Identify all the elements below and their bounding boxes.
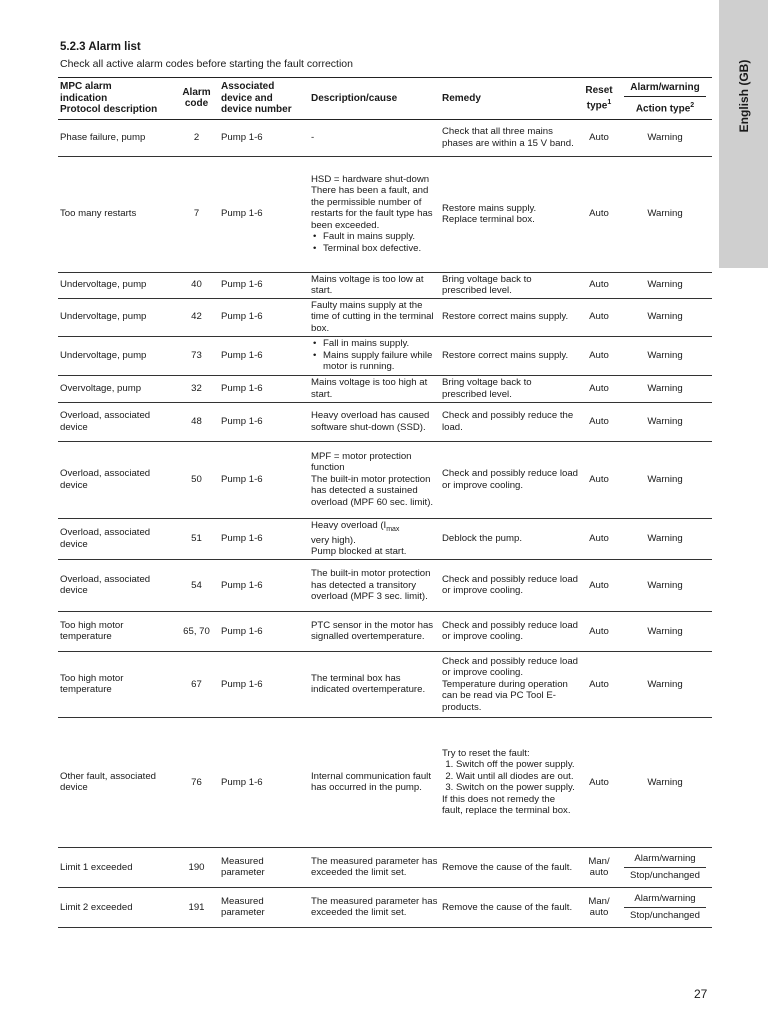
alarm-code: 67 xyxy=(174,651,219,717)
header-alarm-code: Alarm code xyxy=(174,78,219,120)
language-tab-label: English (GB) xyxy=(736,59,751,133)
alarm-code: 54 xyxy=(174,559,219,611)
section-intro: Check all active alarm codes before starting the fault correction xyxy=(60,58,353,70)
action-type: Warning xyxy=(618,119,712,156)
table-row xyxy=(58,119,712,156)
page-number: 27 xyxy=(694,987,708,1001)
table-row xyxy=(58,559,712,611)
reset-type: Auto xyxy=(580,402,618,441)
description-cause: Heavy overload ($I_{max}$ very high). Pump blocked at start. xyxy=(309,518,440,559)
reset-type: Auto xyxy=(580,272,618,298)
action-type: Warning xyxy=(618,441,712,518)
mpc-indication: Limit 1 exceeded xyxy=(58,847,174,887)
mpc-indication: Overload, associated device xyxy=(58,559,174,611)
reset-type: Auto xyxy=(580,119,618,156)
associated-device: Pump 1-6 xyxy=(219,119,309,156)
mpc-indication: Limit 2 exceeded xyxy=(58,887,174,927)
alarm-code: 191 xyxy=(174,887,219,927)
alarm-code: 32 xyxy=(174,375,219,402)
remedy: Try to reset the fault: 1. Switch off the power supply. 2. Wait until all diodes are out. 3. Switch on the power supply. If this does not remedy the fault, replace the terminal box. xyxy=(440,717,580,847)
alarm-code: 50 xyxy=(174,441,219,518)
remedy: Check and possibly reduce load or improve cooling. Temperature during operation can be read via PC Tool E-products. xyxy=(440,651,580,717)
remedy: Check and possibly reduce load or improve cooling. xyxy=(440,559,580,611)
remedy: Remove the cause of the fault. xyxy=(440,847,580,887)
table-row xyxy=(58,272,712,298)
description-cause: The built-in motor protection has detected a transitory overload (MPF 3 sec. limit). xyxy=(309,559,440,611)
action-type: Warning xyxy=(618,611,712,651)
mpc-indication: Overload, associated device xyxy=(58,402,174,441)
description-cause: HSD = hardware shut-down There has been a fault, and the permissible number of restarts for the fault type has been exceeded. • Fault in mains supply. • Terminal box defective. xyxy=(309,156,440,272)
reset-type: Auto xyxy=(580,651,618,717)
remedy: Deblock the pump. xyxy=(440,518,580,559)
reset-type: Auto xyxy=(580,298,618,336)
remedy: Check and possibly reduce load or improve cooling. xyxy=(440,441,580,518)
alarm-code: 73 xyxy=(174,336,219,375)
remedy: Remove the cause of the fault. xyxy=(440,887,580,927)
mpc-indication: Other fault, associated device xyxy=(58,717,174,847)
mpc-indication: Overload, associated device xyxy=(58,441,174,518)
alarm-code: 7 xyxy=(174,156,219,272)
associated-device: Pump 1-6 xyxy=(219,336,309,375)
action-type: Warning xyxy=(618,518,712,559)
remedy: Restore mains supply. Replace terminal box. xyxy=(440,156,580,272)
remedy: Check and possibly reduce the load. xyxy=(440,402,580,441)
cause-list: • Fall in mains supply. • Mains supply failure while motor is running. xyxy=(311,338,438,373)
description-cause: Faulty mains supply at the time of cutting in the terminal box. xyxy=(309,298,440,336)
action-type: Warning xyxy=(618,298,712,336)
associated-device: Pump 1-6 xyxy=(219,402,309,441)
header-action-type: Alarm/warning Action type$^2$ xyxy=(618,78,712,120)
remedy: Bring voltage back to prescribed level. xyxy=(440,272,580,298)
description-cause: MPF = motor protection function The built-in motor protection has detected a sustained overload (MPF 60 sec. limit). xyxy=(309,441,440,518)
reset-type: Auto xyxy=(580,518,618,559)
reset-type: Auto xyxy=(580,559,618,611)
reset-type: Auto xyxy=(580,375,618,402)
reset-type: Auto xyxy=(580,156,618,272)
language-tab xyxy=(719,0,768,268)
action-type: Warning xyxy=(618,272,712,298)
associated-device: Measured parameter xyxy=(219,887,309,927)
table-row xyxy=(58,847,712,887)
table-row xyxy=(58,402,712,441)
associated-device: Pump 1-6 xyxy=(219,651,309,717)
table-row xyxy=(58,717,712,847)
description-cause: The terminal box has indicated overtemperature. xyxy=(309,651,440,717)
description-cause xyxy=(309,336,440,375)
mpc-indication: Overvoltage, pump xyxy=(58,375,174,402)
associated-device: Pump 1-6 xyxy=(219,298,309,336)
table-header-row xyxy=(58,78,712,120)
header-mpc: MPC alarm indication Protocol description xyxy=(58,78,174,120)
mpc-indication: Too high motor temperature xyxy=(58,611,174,651)
reset-steps: 1. Switch off the power supply. 2. Wait until all diodes are out. 3. Switch on the power supply. xyxy=(442,759,578,794)
remedy: Bring voltage back to prescribed level. xyxy=(440,375,580,402)
action-type: Alarm/warning Stop/unchanged xyxy=(618,887,712,927)
alarm-code: 40 xyxy=(174,272,219,298)
table-row xyxy=(58,651,712,717)
action-type: Warning xyxy=(618,717,712,847)
action-type: Warning xyxy=(618,402,712,441)
associated-device: Pump 1-6 xyxy=(219,375,309,402)
action-type: Alarm/warning Stop/unchanged xyxy=(618,847,712,887)
table-row xyxy=(58,611,712,651)
reset-type: Auto xyxy=(580,336,618,375)
table-row xyxy=(58,336,712,375)
alarm-code: 76 xyxy=(174,717,219,847)
alarm-code: 48 xyxy=(174,402,219,441)
reset-type: Man/ auto xyxy=(580,887,618,927)
alarm-code: 190 xyxy=(174,847,219,887)
mpc-indication: Undervoltage, pump xyxy=(58,336,174,375)
associated-device: Pump 1-6 xyxy=(219,611,309,651)
associated-device: Pump 1-6 xyxy=(219,272,309,298)
action-type: Warning xyxy=(618,559,712,611)
associated-device: Pump 1-6 xyxy=(219,518,309,559)
description-cause: Mains voltage is too high at start. xyxy=(309,375,440,402)
reset-type: Auto xyxy=(580,441,618,518)
remedy: Restore correct mains supply. xyxy=(440,298,580,336)
description-cause: The measured parameter has exceeded the limit set. xyxy=(309,887,440,927)
table-row xyxy=(58,441,712,518)
description-cause: - xyxy=(309,119,440,156)
remedy: Check that all three mains phases are within a 15 V band. xyxy=(440,119,580,156)
mpc-indication: Phase failure, pump xyxy=(58,119,174,156)
mpc-indication: Too many restarts xyxy=(58,156,174,272)
description-cause: The measured parameter has exceeded the limit set. xyxy=(309,847,440,887)
header-reset-type: Reset type$^1$ xyxy=(580,78,618,120)
associated-device: Measured parameter xyxy=(219,847,309,887)
action-type: Warning xyxy=(618,651,712,717)
alarm-code: 65, 70 xyxy=(174,611,219,651)
action-type: Warning xyxy=(618,336,712,375)
mpc-indication: Too high motor temperature xyxy=(58,651,174,717)
table-row xyxy=(58,156,712,272)
alarm-code: 2 xyxy=(174,119,219,156)
alarm-code: 51 xyxy=(174,518,219,559)
associated-device: Pump 1-6 xyxy=(219,156,309,272)
alarm-list-table xyxy=(58,77,712,928)
action-type: Warning xyxy=(618,156,712,272)
mpc-indication: Undervoltage, pump xyxy=(58,298,174,336)
action-type: Warning xyxy=(618,375,712,402)
mpc-indication: Undervoltage, pump xyxy=(58,272,174,298)
mpc-indication: Overload, associated device xyxy=(58,518,174,559)
table-row xyxy=(58,375,712,402)
description-cause: PTC sensor in the motor has signalled overtemperature. xyxy=(309,611,440,651)
section-title: 5.2.3 Alarm list xyxy=(60,41,141,53)
alarm-code: 42 xyxy=(174,298,219,336)
reset-type: Auto xyxy=(580,611,618,651)
table-row xyxy=(58,887,712,927)
table-row xyxy=(58,518,712,559)
description-cause: Heavy overload has caused software shut-down (SSD). xyxy=(309,402,440,441)
description-cause: Internal communication fault has occurred in the pump. xyxy=(309,717,440,847)
header-description: Description/cause xyxy=(309,78,440,120)
description-cause: Mains voltage is too low at start. xyxy=(309,272,440,298)
remedy: Restore correct mains supply. xyxy=(440,336,580,375)
associated-device: Pump 1-6 xyxy=(219,559,309,611)
cause-list: • Fault in mains supply. • Terminal box defective. xyxy=(311,231,438,254)
associated-device: Pump 1-6 xyxy=(219,717,309,847)
table-row xyxy=(58,298,712,336)
reset-type: Man/ auto xyxy=(580,847,618,887)
associated-device: Pump 1-6 xyxy=(219,441,309,518)
header-remedy: Remedy xyxy=(440,78,580,120)
header-device: Associated device and device number xyxy=(219,78,309,120)
reset-type: Auto xyxy=(580,717,618,847)
remedy: Check and possibly reduce load or improve cooling. xyxy=(440,611,580,651)
